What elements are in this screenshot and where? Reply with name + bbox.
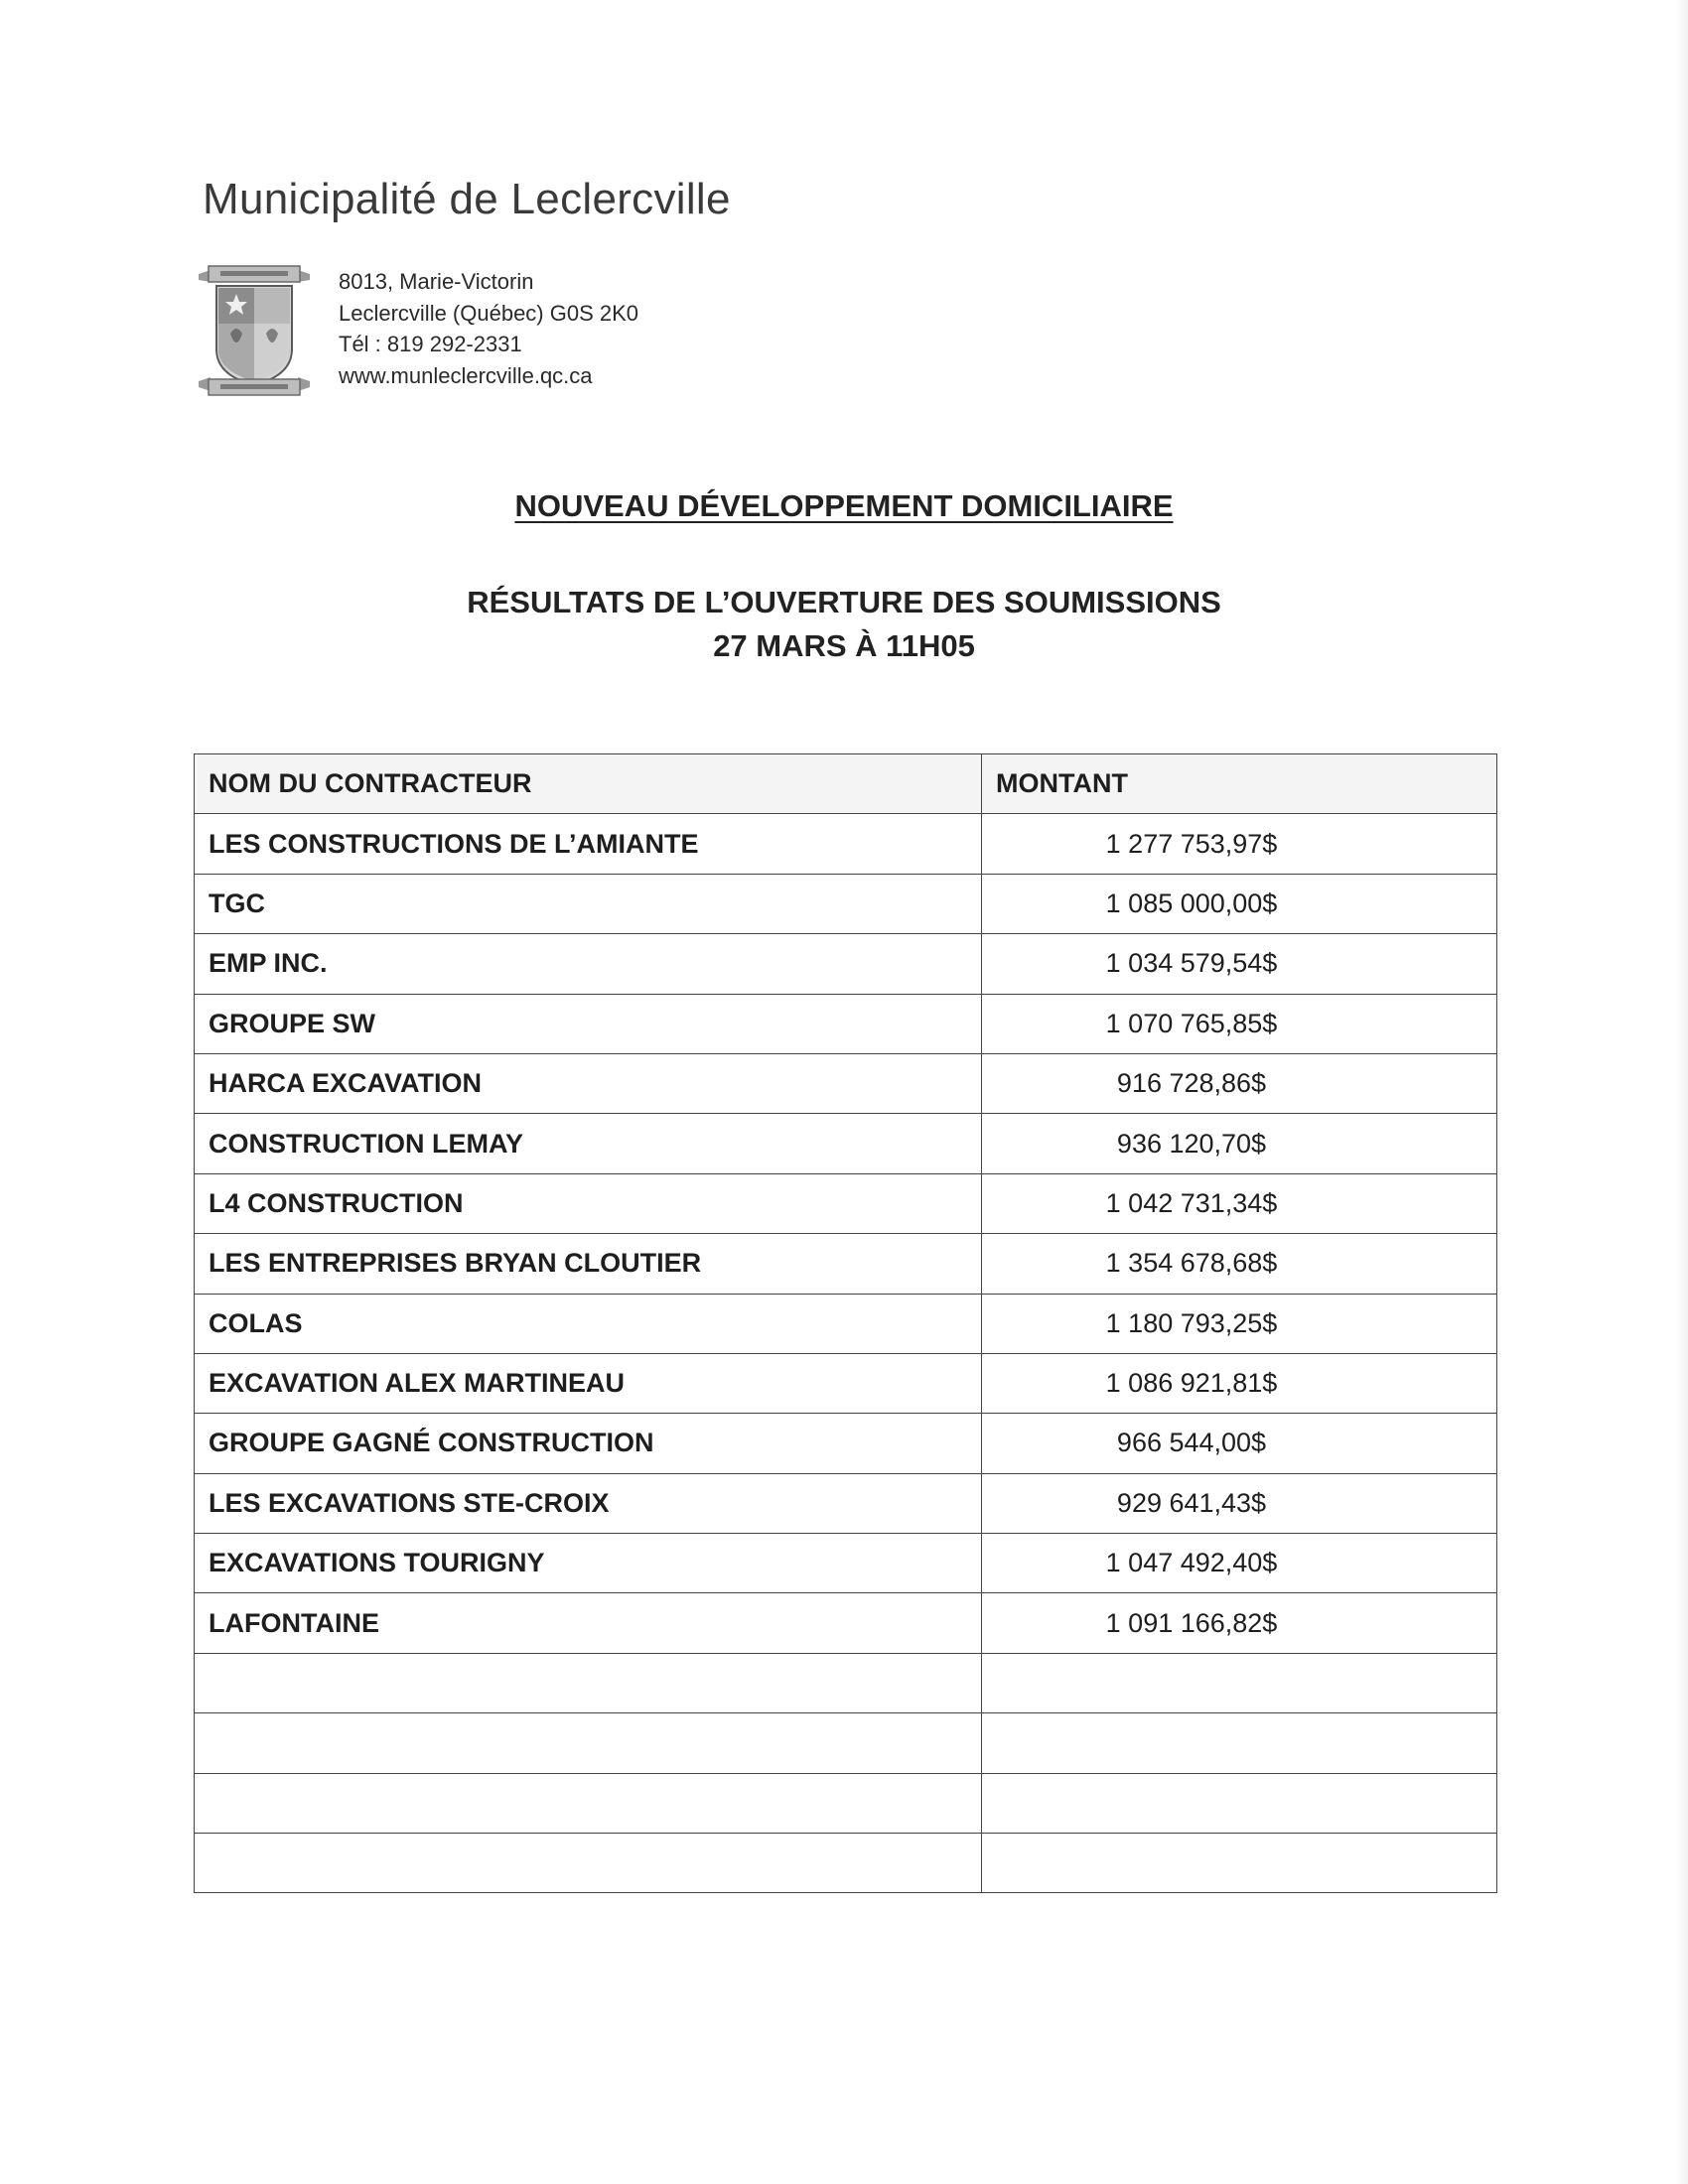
table-row <box>195 1234 1497 1294</box>
table-row <box>195 1414 1497 1473</box>
contractor-name: EXCAVATION ALEX MARTINEAU <box>195 1353 982 1413</box>
bids-table <box>194 753 1497 1893</box>
coat-of-arms-icon <box>197 264 312 399</box>
contractor-name: GROUPE SW <box>195 994 982 1053</box>
bid-amount: 1 070 765,85$ <box>982 994 1497 1053</box>
contractor-name <box>195 1713 982 1773</box>
header-contractor: NOM DU CONTRACTEUR <box>195 754 982 814</box>
scan-edge-shadow <box>1674 0 1688 2184</box>
contractor-name: HARCA EXCAVATION <box>195 1053 982 1113</box>
bid-amount: 916 728,86$ <box>982 1053 1497 1113</box>
table-row <box>195 1353 1497 1413</box>
table-row <box>195 1114 1497 1173</box>
contractor-name: CONSTRUCTION LEMAY <box>195 1114 982 1173</box>
bid-amount: 1 085 000,00$ <box>982 874 1497 933</box>
bid-amount <box>982 1713 1497 1773</box>
table-row <box>195 934 1497 994</box>
contractor-name: LES CONSTRUCTIONS DE L’AMIANTE <box>195 814 982 874</box>
table-row <box>195 1834 1497 1893</box>
contractor-name: GROUPE GAGNÉ CONSTRUCTION <box>195 1414 982 1473</box>
subtitle-line-1: RÉSULTATS DE L’OUVERTURE DES SOUMISSIONS <box>467 585 1221 619</box>
bid-amount <box>982 1834 1497 1893</box>
table-row <box>195 1294 1497 1353</box>
address-website: www.munleclercville.qc.ca <box>339 362 593 388</box>
table-header-row <box>195 754 1497 814</box>
address-street: 8013, Marie-Victorin <box>339 269 534 294</box>
contractor-name: COLAS <box>195 1294 982 1353</box>
table-row <box>195 1713 1497 1773</box>
bid-amount: 1 277 753,97$ <box>982 814 1497 874</box>
bids-table-body <box>195 814 1497 1893</box>
bid-amount: 1 047 492,40$ <box>982 1534 1497 1593</box>
bid-amount: 966 544,00$ <box>982 1414 1497 1473</box>
contractor-name: EXCAVATIONS TOURIGNY <box>195 1534 982 1593</box>
contractor-name: LES ENTREPRISES BRYAN CLOUTIER <box>195 1234 982 1294</box>
bid-amount <box>982 1773 1497 1833</box>
bid-amount: 1 034 579,54$ <box>982 934 1497 994</box>
table-row <box>195 1593 1497 1653</box>
table-row <box>195 1773 1497 1833</box>
table-row <box>195 1653 1497 1712</box>
table-row <box>195 994 1497 1053</box>
table-row <box>195 1534 1497 1593</box>
address-phone: Tél : 819 292-2331 <box>339 332 522 356</box>
header-amount: MONTANT <box>982 754 1497 814</box>
bid-amount: 936 120,70$ <box>982 1114 1497 1173</box>
contractor-name <box>195 1834 982 1893</box>
contractor-name <box>195 1653 982 1712</box>
contractor-name: LES EXCAVATIONS STE-CROIX <box>195 1473 982 1533</box>
bid-amount: 1 086 921,81$ <box>982 1353 1497 1413</box>
document-title <box>0 488 1688 524</box>
document-subtitle <box>0 581 1688 668</box>
bid-amount: 1 042 731,34$ <box>982 1173 1497 1233</box>
municipality-name: Municipalité de Leclercville <box>203 175 731 223</box>
contractor-name <box>195 1773 982 1833</box>
contractor-name: L4 CONSTRUCTION <box>195 1173 982 1233</box>
address-block <box>339 266 638 391</box>
contractor-name: EMP INC. <box>195 934 982 994</box>
contractor-name: LAFONTAINE <box>195 1593 982 1653</box>
bid-amount <box>982 1653 1497 1712</box>
bid-amount: 1 354 678,68$ <box>982 1234 1497 1294</box>
address-city: Leclercville (Québec) G0S 2K0 <box>339 300 639 326</box>
table-row <box>195 1173 1497 1233</box>
table-row <box>195 874 1497 933</box>
table-row <box>195 1053 1497 1113</box>
bid-amount: 1 091 166,82$ <box>982 1593 1497 1653</box>
subtitle-line-2: 27 MARS À 11H05 <box>713 628 975 663</box>
contractor-name: TGC <box>195 874 982 933</box>
document-title-text: NOUVEAU DÉVELOPPEMENT DOMICILIAIRE <box>514 488 1174 523</box>
bid-amount: 929 641,43$ <box>982 1473 1497 1533</box>
table-row <box>195 1473 1497 1533</box>
bid-amount: 1 180 793,25$ <box>982 1294 1497 1353</box>
table-row <box>195 814 1497 874</box>
